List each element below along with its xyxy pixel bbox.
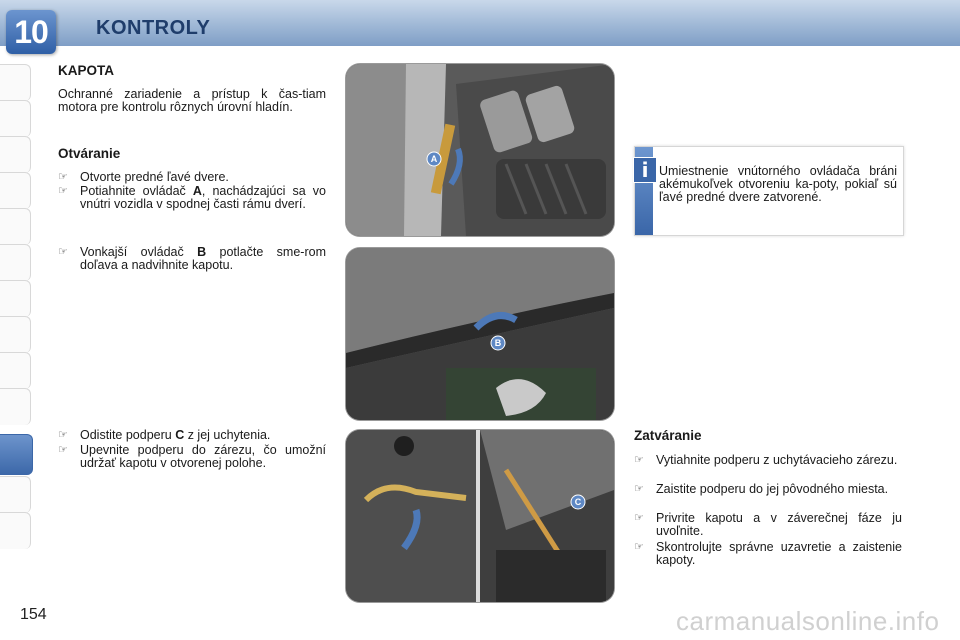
pointing-hand-icon: ☞ <box>58 185 68 197</box>
step-text: Potiahnite ovládač A, nachádzajúci sa vo vnútri vozidla v spodnej časti rámu dverí. <box>80 184 326 211</box>
pointing-hand-icon: ☞ <box>634 483 644 495</box>
section-title-otvaranie: Otváranie <box>58 146 121 161</box>
prop-rod-illustration <box>346 430 614 602</box>
page-number: 154 <box>20 606 47 623</box>
list-item <box>58 171 326 184</box>
chapter-tab[interactable] <box>0 136 31 173</box>
step-text: Skontrolujte správne uzavretie a zaistenie kapoty. <box>656 540 902 567</box>
section-title-zatvaranie: Zatváranie <box>634 428 702 443</box>
pointing-hand-icon: ☞ <box>58 429 68 441</box>
chapter-tab[interactable] <box>0 64 31 101</box>
pointing-hand-icon: ☞ <box>634 454 644 466</box>
interior-lever-illustration <box>346 64 614 236</box>
pointing-hand-icon: ☞ <box>634 512 644 524</box>
exterior-lever-illustration <box>346 248 614 420</box>
photo-label-c: C <box>574 497 582 507</box>
step-text: Privrite kapotu a v záverečnej fáze ju uvoľnite. <box>656 511 902 538</box>
kapota-intro: Ochranné zariadenie a prístup k čas-tiam motora pre kontrolu rôznych úrovní hladín. <box>58 87 326 114</box>
step-text: Upevnite podperu do zárezu, čo umožní udržať kapotu v otvorenej polohe. <box>80 443 326 470</box>
header-divider <box>0 46 960 52</box>
step-text: Vonkajší ovládač B potlačte sme-rom doľava a nadvihnite kapotu. <box>80 245 326 272</box>
control-key-b: B <box>197 245 207 259</box>
chapter-tab[interactable] <box>0 388 31 425</box>
pointing-hand-icon: ☞ <box>634 541 644 553</box>
list-item <box>634 541 902 567</box>
chapter-tab[interactable] <box>0 280 31 317</box>
chapter-tab[interactable] <box>0 100 31 137</box>
chapter-tab-strip <box>0 64 32 574</box>
chapter-title: KONTROLY <box>96 17 211 39</box>
photo-label-a: A <box>430 154 438 164</box>
photo-exterior-lever <box>346 248 614 420</box>
info-text: Umiestnenie vnútorného ovládača bráni akémukoľvek otvoreniu ka-poty, pokiaľ sú ľavé predné dvere zatvorené. <box>659 164 897 204</box>
step-text: Vytiahnite podperu z uchytávacieho zárezu. <box>656 453 898 467</box>
chapter-tab[interactable] <box>0 352 31 389</box>
control-key-c: C <box>175 428 185 442</box>
chapter-badge: 10 <box>6 10 56 54</box>
chapter-tab[interactable] <box>0 512 31 549</box>
pointing-hand-icon: ☞ <box>58 246 68 258</box>
chapter-tab[interactable] <box>0 208 31 245</box>
step-text: Otvorte predné ľavé dvere. <box>80 170 229 184</box>
chapter-tab-active[interactable] <box>0 434 33 475</box>
list-item <box>634 483 902 496</box>
pointing-hand-icon: ☞ <box>58 171 68 183</box>
chapter-tab[interactable] <box>0 316 31 353</box>
chapter-tab[interactable] <box>0 244 31 281</box>
info-icon: i <box>633 157 657 183</box>
step-text: Zaistite podperu do jej pôvodného miesta. <box>656 482 889 496</box>
watermark: carmanualsonline.info <box>676 606 940 636</box>
list-item <box>58 429 326 442</box>
step-text: Odistite podperu C z jej uchytenia. <box>80 428 271 442</box>
list-item <box>634 512 902 538</box>
photo-interior-lever <box>346 64 614 236</box>
control-key-a: A <box>192 184 202 198</box>
photo-prop-rod <box>346 430 614 602</box>
info-box <box>634 146 904 236</box>
chapter-tab[interactable] <box>0 172 31 209</box>
list-item <box>58 246 326 272</box>
list-item <box>634 454 902 467</box>
list-item <box>58 185 326 211</box>
chapter-tab[interactable] <box>0 476 31 513</box>
pointing-hand-icon: ☞ <box>58 444 68 456</box>
section-title-kapota: KAPOTA <box>58 63 114 78</box>
list-item <box>58 444 326 470</box>
photo-label-b: B <box>494 338 502 348</box>
